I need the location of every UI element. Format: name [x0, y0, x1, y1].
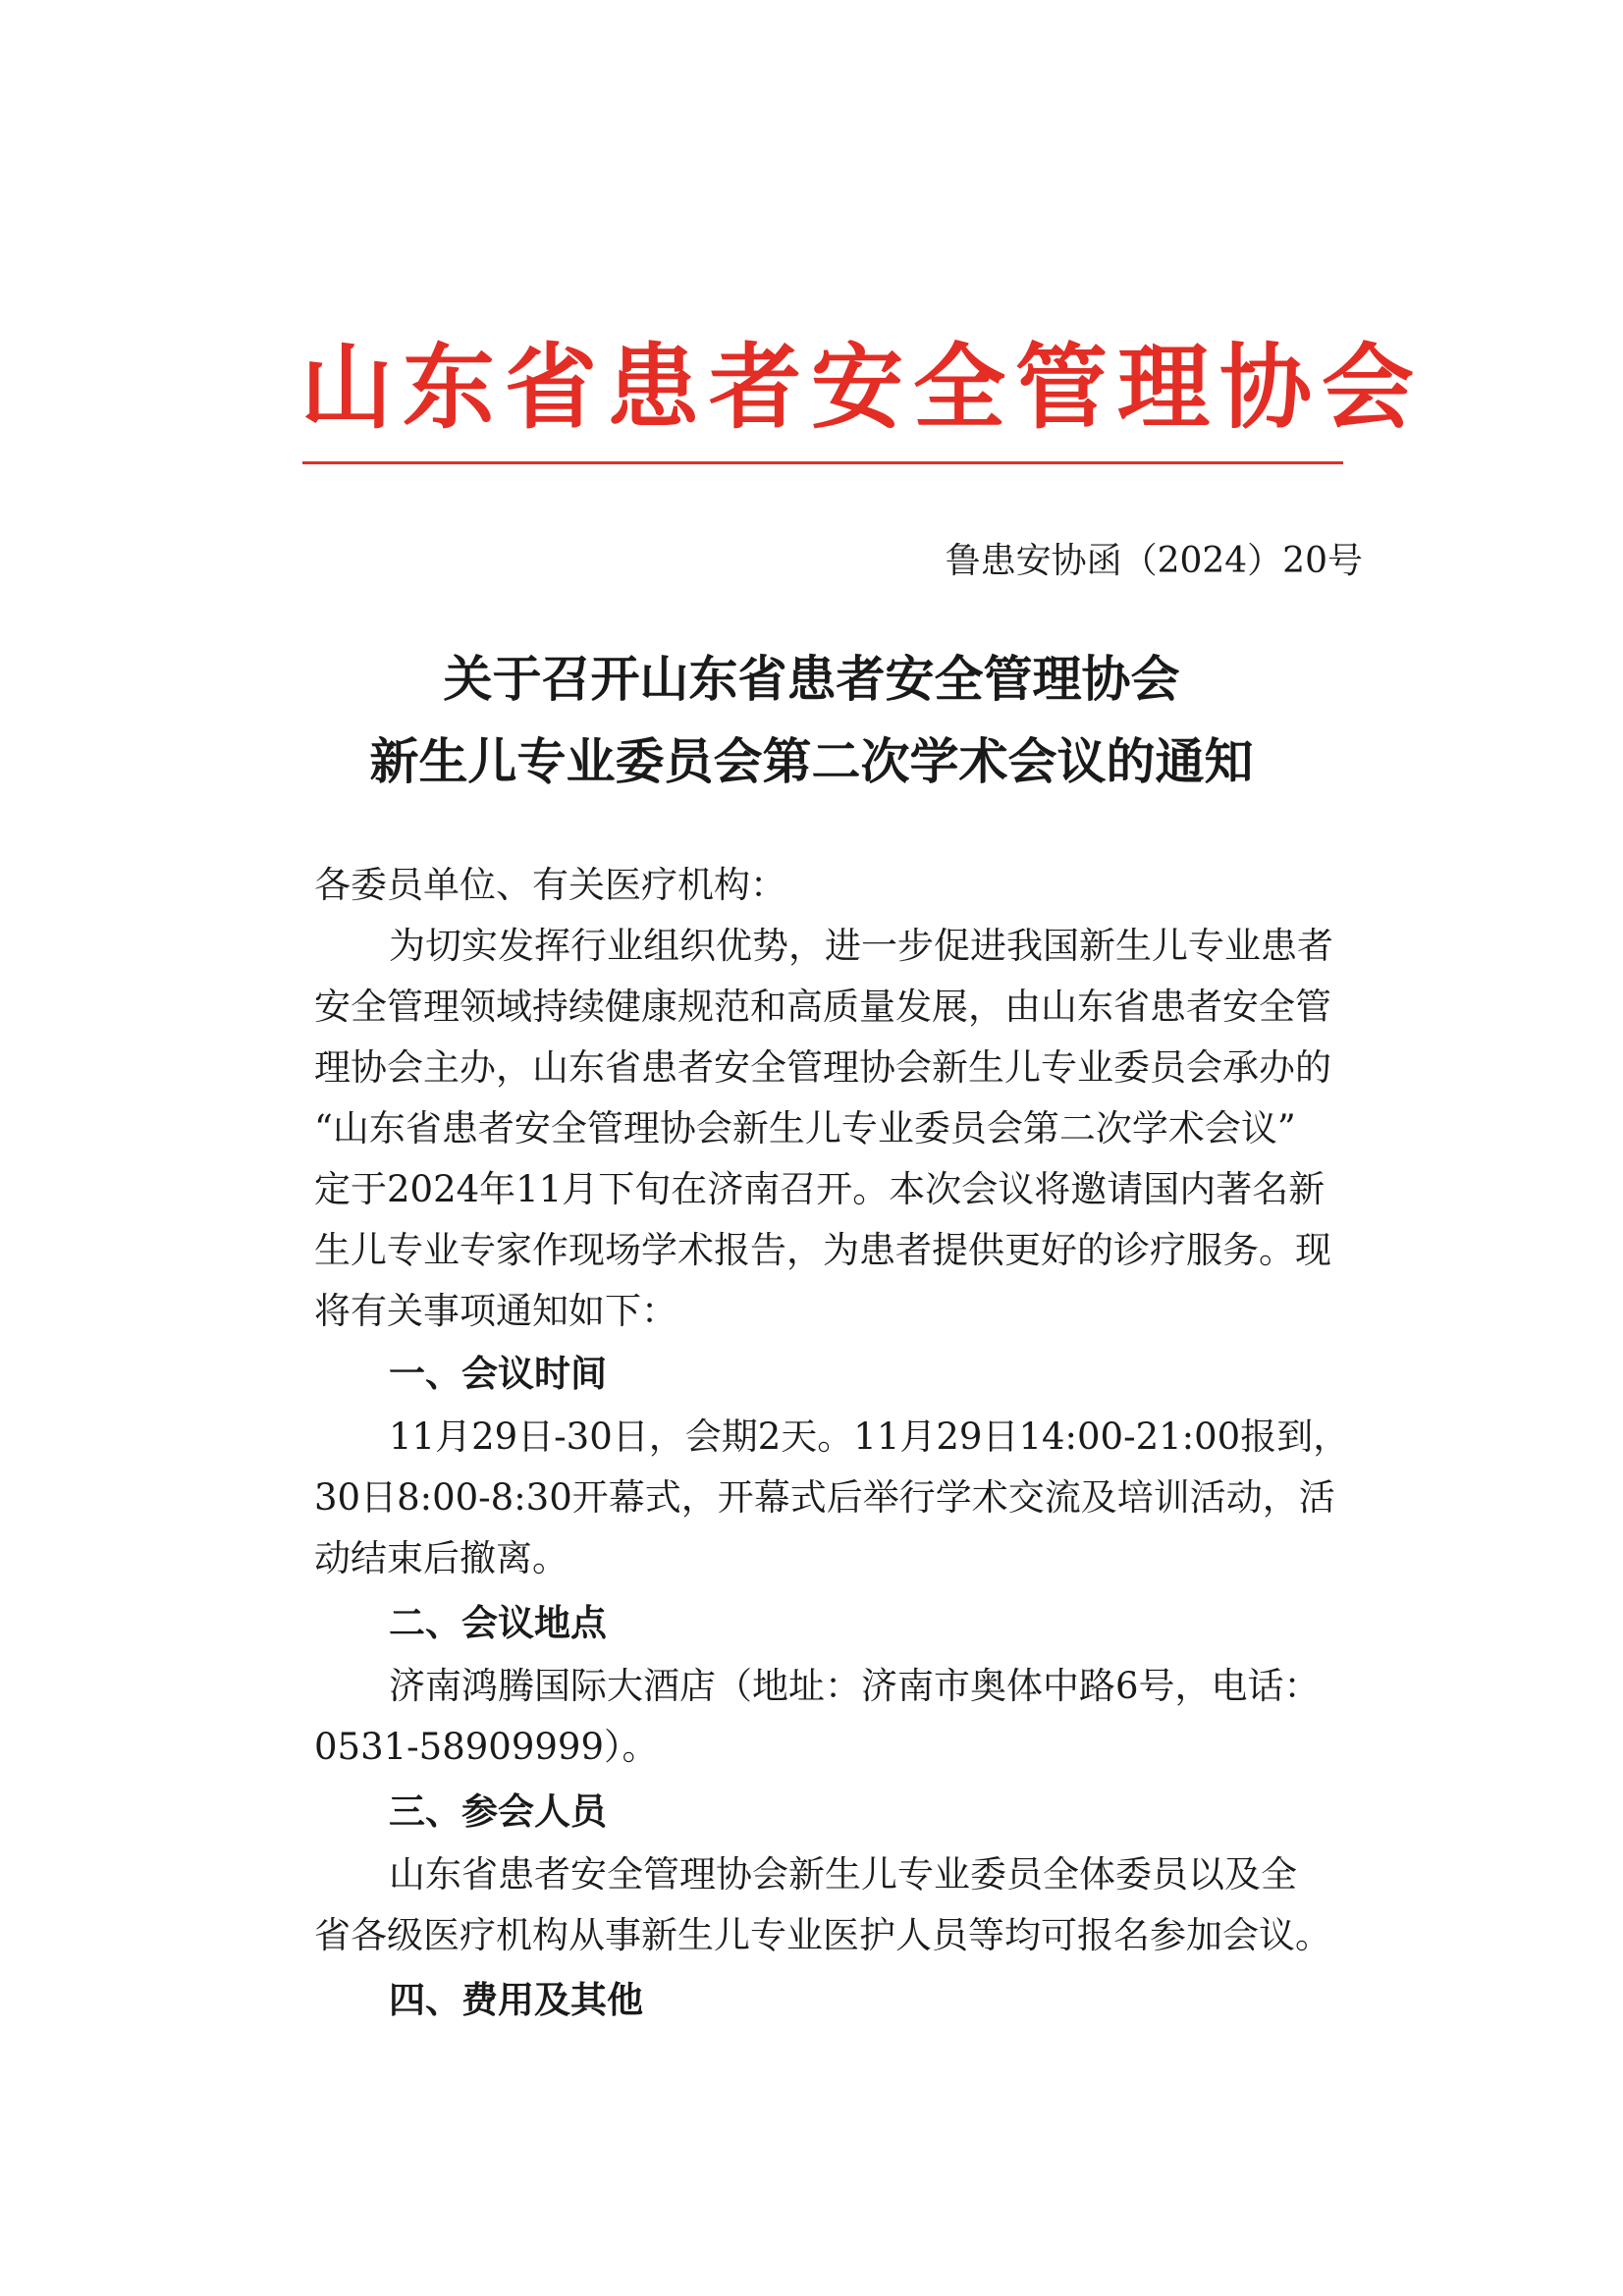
intro-line: 生儿专业专家作现场学术报告，为患者提供更好的诊疗服务。现 [314, 1229, 1331, 1271]
document-number: 鲁患安协函（2024）20号 [945, 541, 1363, 581]
section-heading-attendees: 三、参会人员 [389, 1790, 607, 1833]
section-line: 省各级医疗机构从事新生儿专业医护人员等均可报名参加会议。 [314, 1914, 1331, 1956]
intro-line: “山东省患者安全管理协会新生儿专业委员会第二次学术会议” [314, 1107, 1296, 1149]
intro-line: 定于2024年11月下旬在济南召开。本次会议将邀请国内著名新 [314, 1168, 1325, 1210]
intro-line: 将有关事项通知如下： [314, 1290, 677, 1332]
section-line: 动结束后撤离。 [314, 1537, 568, 1579]
intro-line: 安全管理领域持续健康规范和高质量发展，由山东省患者安全管 [314, 986, 1331, 1028]
intro-line: 为切实发挥行业组织优势，进一步促进我国新生儿专业患者 [389, 925, 1333, 967]
notice-title-line-2: 新生儿专业委员会第二次学术会议的通知 [369, 733, 1254, 790]
section-line: 0531-58909999）。 [314, 1726, 659, 1768]
section-line: 11月29日-30日，会期2天。11月29日14:00-21:00报到， [389, 1415, 1350, 1458]
section-line: 济南鸿腾国际大酒店（地址：济南市奥体中路6号，电话： [389, 1665, 1321, 1707]
letterhead-divider [302, 461, 1343, 464]
section-line: 30日8:00-8:30开幕式，开幕式后举行学术交流及培训活动，活 [314, 1476, 1335, 1519]
salutation: 各委员单位、有关医疗机构： [314, 864, 786, 906]
letterhead-title: 山东省患者安全管理协会 [300, 334, 1425, 442]
section-heading-time: 一、会议时间 [389, 1353, 607, 1395]
notice-title-line-1: 关于召开山东省患者安全管理协会 [443, 651, 1180, 708]
section-line: 山东省患者安全管理协会新生儿专业委员全体委员以及全 [389, 1853, 1297, 1896]
section-heading-venue: 二、会议地点 [389, 1602, 607, 1644]
section-heading-fees: 四、费用及其他 [389, 1979, 643, 2021]
intro-line: 理协会主办，山东省患者安全管理协会新生儿专业委员会承办的 [314, 1046, 1331, 1089]
